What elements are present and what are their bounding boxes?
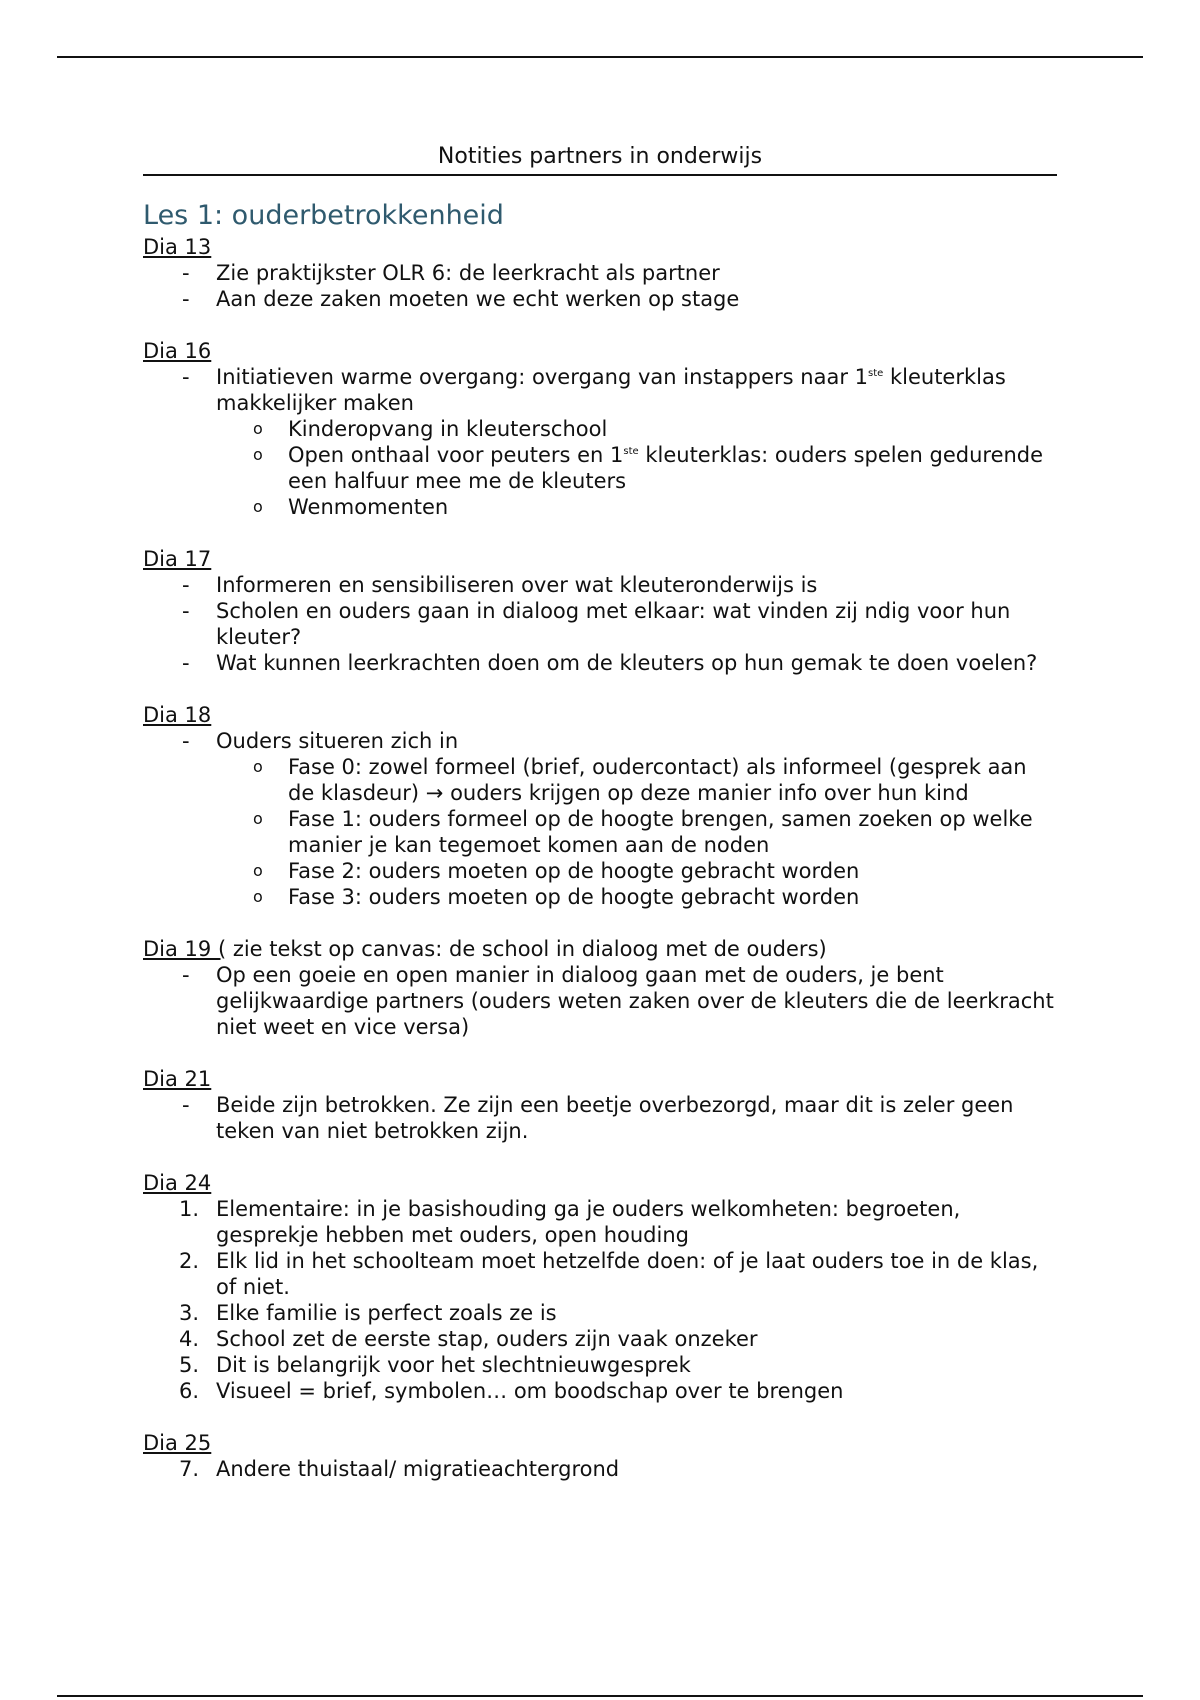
list-item: - Scholen en ouders gaan in dialoog met elkaar: wat vinden zij ndig voor hun kleuter?: [143, 598, 1057, 650]
section-label: Dia 13: [143, 235, 212, 259]
item-text: Visueel = brief, symbolen… om boodschap over te brengen: [216, 1379, 844, 1403]
bullet-list: [143, 1092, 1057, 1144]
numbered-item: [143, 1248, 1057, 1300]
item-number: 3.: [179, 1301, 200, 1325]
item-number: 2.: [179, 1249, 200, 1273]
document-page: [143, 140, 1057, 1508]
numbered-list: [143, 1196, 1057, 1404]
top-rule: [57, 56, 1143, 58]
list-item: - Beide zijn betrokken. Ze zijn een beetje overbezorgd, maar dit is zeler geen teken van niet betrokken zijn.: [143, 1092, 1057, 1144]
item-text: School zet de eerste stap, ouders zijn vaak onzeker: [216, 1327, 758, 1351]
numbered-item: [143, 1326, 1057, 1352]
list-item-text: kleuterklas makkelijker maken: [216, 365, 1006, 415]
sub-list-item: [143, 442, 1057, 494]
list-item: - Aan deze zaken moeten we echt werken op stage: [143, 286, 1057, 312]
numbered-list: [143, 1456, 1057, 1482]
section-label-row: [143, 936, 1057, 962]
list-item: - Zie praktijkster OLR 6: de leerkracht als partner: [143, 260, 1057, 286]
bullet-list: [143, 962, 1057, 1040]
list-item: [143, 364, 1057, 520]
section-label: Dia 24: [143, 1171, 212, 1195]
sub-list-item: o Fase 2: ouders moeten op de hoogte gebracht worden: [143, 858, 1057, 884]
page-title: Notities partners in onderwijs: [143, 140, 1057, 176]
list-item-text: Open onthaal voor peuters en 1: [288, 443, 624, 467]
section-label: Dia 17: [143, 547, 212, 571]
section-label: Dia 18: [143, 703, 212, 727]
sub-list-item: o Kinderopvang in kleuterschool: [143, 416, 1057, 442]
section-dia-25: [143, 1430, 1057, 1482]
list-item-text: Ouders situeren zich in: [216, 729, 459, 753]
item-number: 7.: [179, 1457, 200, 1481]
sub-list-item: o Fase 3: ouders moeten op de hoogte gebracht worden: [143, 884, 1057, 910]
bullet-list: [143, 728, 1057, 910]
bottom-rule: [57, 1695, 1143, 1697]
section-dia-24: [143, 1170, 1057, 1404]
list-item: - Op een goeie en open manier in dialoog gaan met de ouders, je bent gelijkwaardige partners (ouders weten zaken over de kleuters die de leerkracht niet weet en vice versa): [143, 962, 1057, 1040]
section-dia-18: [143, 702, 1057, 910]
section-dia-21: [143, 1066, 1057, 1144]
sub-list-item: o Fase 0: zowel formeel (brief, oudercontact) als informeel (gesprek aan de klasdeur) → ouders krijgen op deze manier info over hun kind: [143, 754, 1057, 806]
section-dia-13: [143, 234, 1057, 312]
item-number: 5.: [179, 1353, 200, 1377]
section-dia-17: [143, 546, 1057, 676]
item-text: Elementaire: in je basishouding ga je ouders welkomheten: begroeten, gesprekje hebben met ouders, open houding: [216, 1197, 961, 1247]
list-item: [143, 728, 1057, 910]
sub-list-item: o Wenmomenten: [143, 494, 1057, 520]
section-label-note: zie tekst op canvas: de school in dialoog met de ouders): [226, 937, 827, 961]
list-item-text: kleuterklas: ouders spelen gedurende een halfuur mee me de kleuters: [288, 443, 1044, 493]
item-number: 6.: [179, 1379, 200, 1403]
section-label: Dia 21: [143, 1067, 212, 1091]
section-label: Dia 19 (: [143, 937, 227, 961]
item-text: Elk lid in het schoolteam moet hetzelfde doen: of je laat ouders toe in de klas, of niet.: [216, 1249, 1039, 1299]
item-text: Elke familie is perfect zoals ze is: [216, 1301, 557, 1325]
numbered-item: [143, 1196, 1057, 1248]
numbered-item: [143, 1378, 1057, 1404]
bullet-list: [143, 572, 1057, 676]
numbered-item: [143, 1300, 1057, 1326]
item-text: Dit is belangrijk voor het slechtnieuwgesprek: [216, 1353, 691, 1377]
numbered-item: [143, 1352, 1057, 1378]
bullet-list: [143, 260, 1057, 312]
section-label: Dia 16: [143, 339, 212, 363]
sub-list: [216, 416, 1057, 520]
superscript: ste: [623, 446, 639, 457]
superscript: ste: [868, 368, 884, 379]
list-item-text: Initiatieven warme overgang: overgang van instappers naar 1: [216, 365, 868, 389]
numbered-item: [143, 1456, 1057, 1482]
sub-list: [216, 754, 1057, 910]
item-number: 4.: [179, 1327, 200, 1351]
lesson-heading: Les 1: ouderbetrokkenheid: [143, 200, 504, 231]
list-item: - Wat kunnen leerkrachten doen om de kleuters op hun gemak te doen voelen?: [143, 650, 1057, 676]
item-number: 1.: [179, 1197, 200, 1221]
section-label: Dia 25: [143, 1431, 212, 1455]
bullet-list: [143, 364, 1057, 520]
section-dia-16: [143, 338, 1057, 520]
list-item: - Informeren en sensibiliseren over wat kleuteronderwijs is: [143, 572, 1057, 598]
section-dia-19: [143, 936, 1057, 1040]
item-text: Andere thuistaal/ migratieachtergrond: [216, 1457, 620, 1481]
sub-list-item: o Fase 1: ouders formeel op de hoogte brengen, samen zoeken op welke manier je kan tegemoet komen aan de noden: [143, 806, 1057, 858]
